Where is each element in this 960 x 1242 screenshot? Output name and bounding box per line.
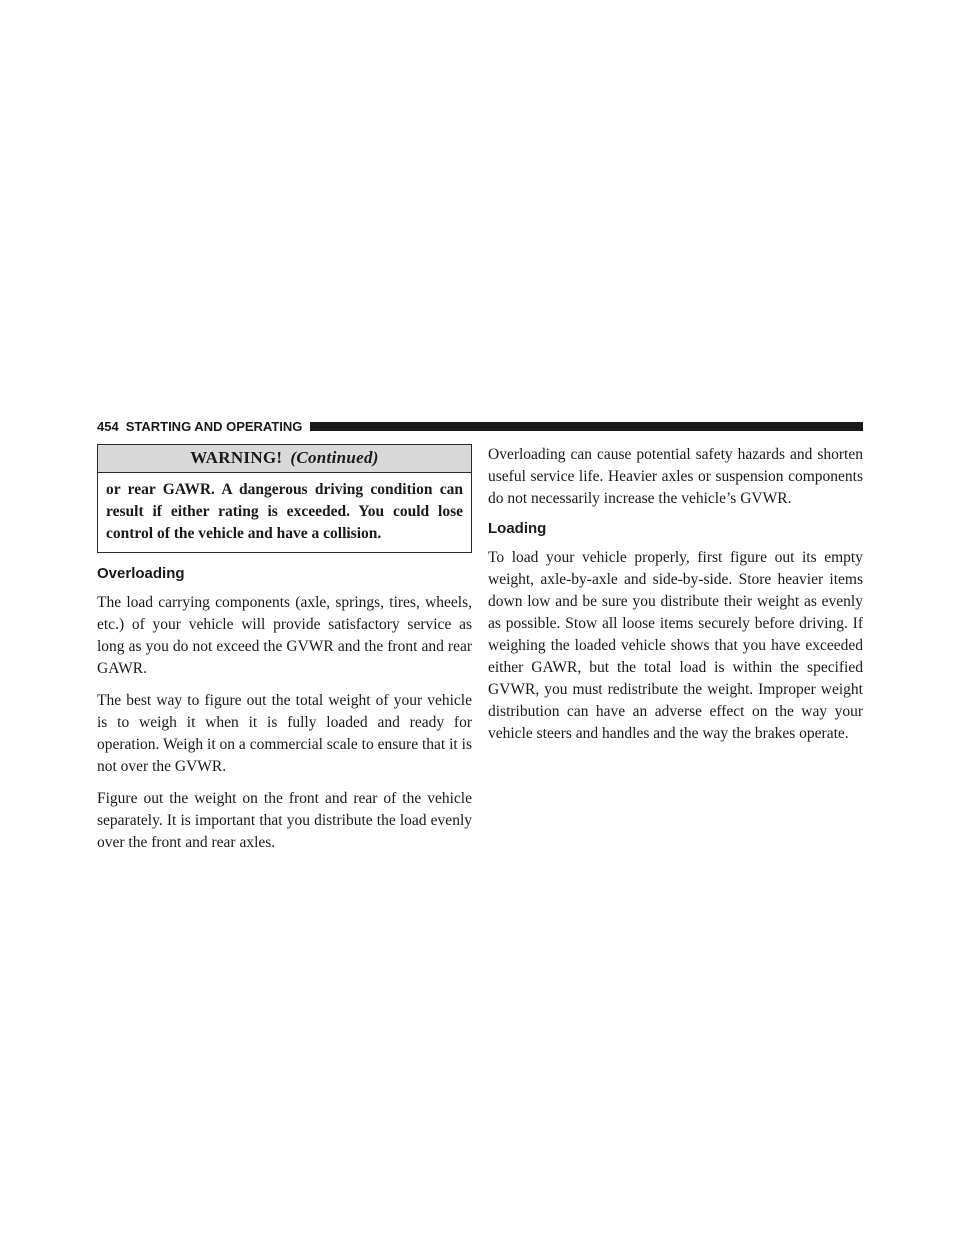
page-number: 454 — [97, 418, 119, 434]
overloading-paragraph-2: The best way to figure out the total weight of your vehicle is to weigh it when it is fully loaded and ready for operation. Weigh it on a commercial scale to ensure that it is not over the GVWR. — [97, 692, 472, 775]
warning-continued: (Continued) — [290, 448, 379, 467]
overloading-paragraph-3: Figure out the weight on the front and rear of the vehicle separately. It is important that you distribute the load evenly over the front and rear axles. — [97, 790, 472, 851]
warning-box — [97, 444, 472, 553]
warning-text: or rear GAWR. A dangerous driving condition can result if either rating is exceeded. You could lose control of the vehicle and have a collision. — [106, 481, 463, 542]
section-title: STARTING AND OPERATING — [125, 418, 303, 434]
overloading-heading: Overloading — [97, 565, 185, 582]
warning-header — [98, 445, 471, 473]
header-rule — [310, 422, 863, 431]
warning-title: WARNING! — [190, 448, 283, 467]
overloading-paragraph-1: The load carrying components (axle, springs, tires, wheels, etc.) of your vehicle will provide satisfactory service as long as you do not exceed the GVWR and the front and rear GAWR. — [97, 594, 472, 677]
right-column — [488, 444, 863, 755]
loading-heading: Loading — [488, 520, 547, 537]
overloading-paragraph-4: Overloading can cause potential safety hazards and shorten useful service life. Heavier axles or suspension components do not necessarily increase the vehicle’s GVWR. — [488, 446, 863, 507]
left-column — [97, 444, 472, 864]
page-header — [97, 415, 863, 437]
loading-paragraph-1: To load your vehicle properly, first figure out its empty weight, axle-by-axle and side-by-side. Store heavier items down low and be sure you distribute their weight as evenly as possible. Stow all loose items securely before driving. If weighing the loaded vehicle shows that you have exceeded either GAWR, but the total load is within the specified GVWR, you must redistribute the weight. Improper weight distribution can have an adverse effect on the way your vehicle steers and handles and the way the brakes operate. — [488, 549, 863, 742]
